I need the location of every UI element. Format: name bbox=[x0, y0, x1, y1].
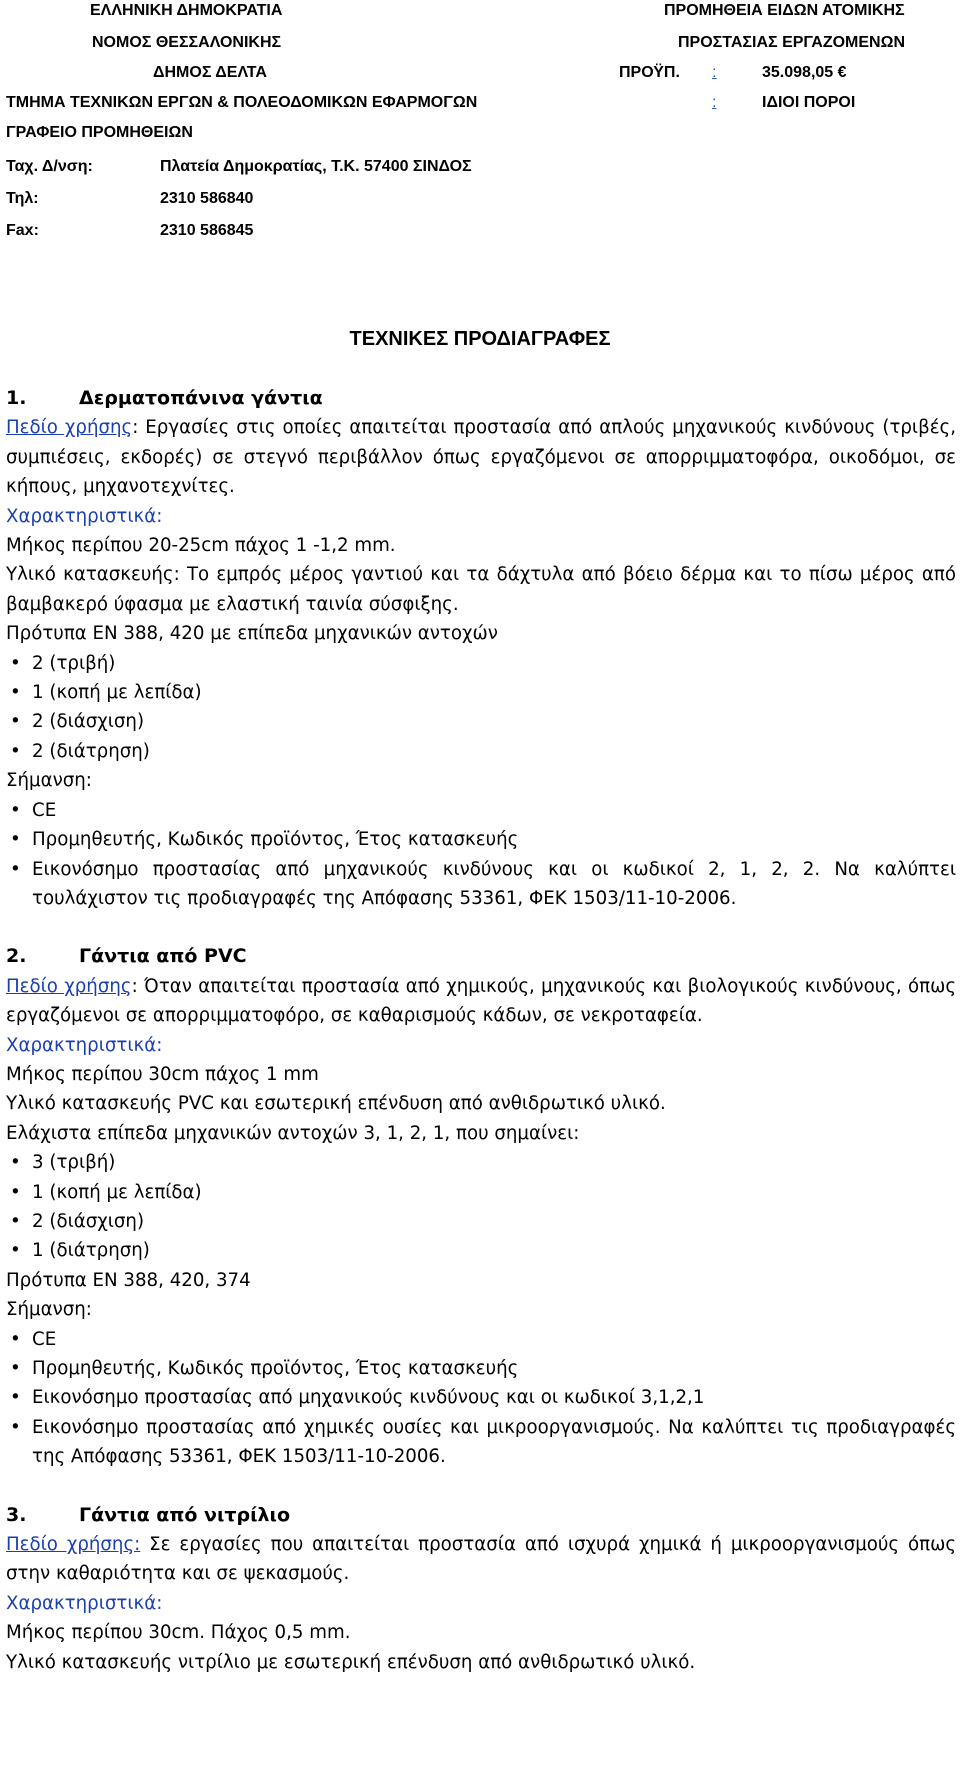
section-number: 2. bbox=[6, 945, 27, 968]
list-item: • 2 (διάσχιση) bbox=[6, 707, 956, 736]
budget-colon: : bbox=[712, 64, 717, 81]
list-item: • Προμηθευτής, Κωδικός προϊόντος, Έτος κατασκευής bbox=[6, 1354, 956, 1383]
characteristics-label: Χαρακτηριστικά: bbox=[6, 505, 163, 527]
marking-label: Σήμανση: bbox=[6, 1299, 92, 1321]
funding-colon: : bbox=[712, 94, 717, 111]
material-text: Υλικό κατασκευής: Το εμπρός μέρος γαντιού και τα δάχτυλα από βόειο δέρμα και το πίσω μέρος από βαμβακερό ύφασμα με ελαστική ταινία σύσφιξης. bbox=[6, 564, 956, 615]
section-title: Γάντια από PVC bbox=[79, 945, 247, 968]
list-item: • Εικονόσημο προστασίας από μηχανικούς κινδύνους και οι κωδικοί 3,1,2,1 bbox=[6, 1383, 956, 1412]
section-number: 3. bbox=[6, 1503, 27, 1526]
marking-label: Σήμανση: bbox=[6, 770, 92, 792]
address-label: Ταχ. Δ/νση: bbox=[6, 158, 93, 175]
section-heading bbox=[6, 1501, 956, 1530]
header-line-1: ΕΛΛΗΝΙΚΗ ΔΗΜΟΚΡΑΤΙΑ bbox=[90, 2, 283, 19]
header-line-3: ΔΗΜΟΣ ΔΕΛΤΑ bbox=[153, 64, 267, 81]
usage-text: : Όταν απαιτείται προστασία από χημικούς, μηχανικούς και βιολογικούς κινδύνους, όπως εργαζόμενοι σε απορριμματοφόρο, σε καθαρισμούς κάδων, σε νεκροταφεία. bbox=[6, 975, 956, 1027]
section-title: Δερματοπάνινα γάντια bbox=[79, 387, 323, 409]
usage-paragraph bbox=[6, 972, 956, 1031]
min-levels-text: Ελάχιστα επίπεδα μηχανικών αντοχών 3, 1, 2, 1, που σημαίνει: bbox=[6, 1122, 580, 1144]
list-item: • 1 (κοπή με λεπίδα) bbox=[6, 678, 956, 707]
standards-text: Πρότυπα EN 388, 420, 374 bbox=[6, 1269, 251, 1291]
material-text: Υλικό κατασκευής PVC και εσωτερική επένδυση από ανθιδρωτικό υλικό. bbox=[6, 1093, 666, 1115]
section-heading bbox=[6, 384, 956, 413]
document-body bbox=[6, 384, 956, 1677]
fax-label: Fax: bbox=[6, 222, 39, 239]
section-heading bbox=[6, 942, 956, 971]
header-line-2: ΝΟΜΟΣ ΘΕΣΣΑΛΟΝΙΚΗΣ bbox=[92, 34, 282, 51]
project-title-line-1: ΠΡΟΜΗΘΕΙΑ ΕΙΔΩΝ ΑΤΟΜΙΚΗΣ bbox=[664, 2, 905, 19]
header-line-5: ΓΡΑΦΕΙΟ ΠΡΟΜΗΘΕΙΩΝ bbox=[6, 124, 193, 141]
usage-paragraph bbox=[6, 1530, 956, 1589]
usage-text: Σε εργασίες που απαιτείται προστασία από ισχυρά χημικά ή μικροοργανισμούς όπως στην καθαριότητα και σε ψεκασμούς. bbox=[6, 1534, 956, 1585]
characteristics-label: Χαρακτηριστικά: bbox=[6, 1592, 163, 1614]
project-title-line-2: ΠΡΟΣΤΑΣΙΑΣ ΕΡΓΑΖΟΜΕΝΩΝ bbox=[678, 34, 905, 51]
list-item: • 3 (τριβή) bbox=[6, 1148, 956, 1177]
section-title: Γάντια από νιτρίλιο bbox=[79, 1503, 291, 1526]
usage-label: Πεδίο χρήσης: bbox=[6, 1534, 141, 1556]
usage-label: Πεδίο χρήσης bbox=[6, 975, 132, 997]
list-item: • 2 (τριβή) bbox=[6, 649, 956, 678]
list-item: • Εικονόσημο προστασίας από μηχανικούς κινδύνους και οι κωδικοί 2, 1, 2, 2. Να καλύπτει τουλάχιστον τις προδιαγραφές της Απόφασης 53361, ΦΕΚ 1503/11-10-2006. bbox=[6, 855, 956, 914]
list-item: • CE bbox=[6, 1325, 956, 1354]
list-item: • CE bbox=[6, 796, 956, 825]
list-item: • Εικονόσημο προστασίας από χημικές ουσίες και μικροοργανισμούς. Να καλύπτει τις προδιαγραφές της Απόφασης 53361, ΦΕΚ 1503/11-10-2006. bbox=[6, 1413, 956, 1472]
length-text: Μήκος περίπου 30cm πάχος 1 mm bbox=[6, 1063, 319, 1085]
material-text: Υλικό κατασκευής νιτρίλιο με εσωτερική επένδυση από ανθιδρωτικό υλικό. bbox=[6, 1651, 696, 1673]
length-text: Μήκος περίπου 20-25cm πάχος 1 -1,2 mm. bbox=[6, 535, 396, 557]
standards-text: Πρότυπα EN 388, 420 με επίπεδα μηχανικών αντοχών bbox=[6, 623, 498, 645]
budget-label: ΠΡΟΫΠ. bbox=[619, 64, 680, 81]
header-line-4: ΤΜΗΜΑ ΤΕΧΝΙΚΩΝ ΕΡΓΩΝ & ΠΟΛΕΟΔΟΜΙΚΩΝ ΕΦΑΡΜΟΓΩΝ bbox=[6, 94, 478, 111]
address-value: Πλατεία Δημοκρατίας, Τ.Κ. 57400 ΣΙΝΔΟΣ bbox=[160, 158, 472, 175]
list-item: • 1 (κοπή με λεπίδα) bbox=[6, 1178, 956, 1207]
phone-value: 2310 586840 bbox=[160, 190, 254, 207]
phone-label: Τηλ: bbox=[6, 190, 39, 207]
usage-label: Πεδίο χρήσης bbox=[6, 417, 133, 439]
budget-value: 35.098,05 € bbox=[762, 64, 847, 81]
length-text: Μήκος περίπου 30cm. Πάχος 0,5 mm. bbox=[6, 1622, 351, 1644]
list-item: • 1 (διάτρηση) bbox=[6, 1236, 956, 1265]
usage-paragraph bbox=[6, 413, 956, 501]
list-item: • 2 (διάσχιση) bbox=[6, 1207, 956, 1236]
funding-value: ΙΔΙΟΙ ΠΟΡΟΙ bbox=[762, 94, 856, 111]
usage-text: : Εργασίες στις οποίες απαιτείται προστασία από απλούς μηχανικούς κινδύνους (τριβές, συμπιέσεις, εκδορές) σε στεγνό περιβάλλον όπως εργαζόμενοι σε απορριμματοφόρα, οικοδόμοι, σε κήπους, μηχανοτεχνίτες. bbox=[6, 417, 956, 498]
list-item: • 2 (διάτρηση) bbox=[6, 737, 956, 766]
characteristics-label: Χαρακτηριστικά: bbox=[6, 1034, 163, 1056]
list-item: • Προμηθευτής, Κωδικός προϊόντος, Έτος κατασκευής bbox=[6, 825, 956, 854]
fax-value: 2310 586845 bbox=[160, 222, 254, 239]
section-number: 1. bbox=[6, 387, 27, 409]
document-title: ΤΕΧΝΙΚΕΣ ΠΡΟΔΙΑΓΡΑΦΕΣ bbox=[349, 328, 611, 350]
